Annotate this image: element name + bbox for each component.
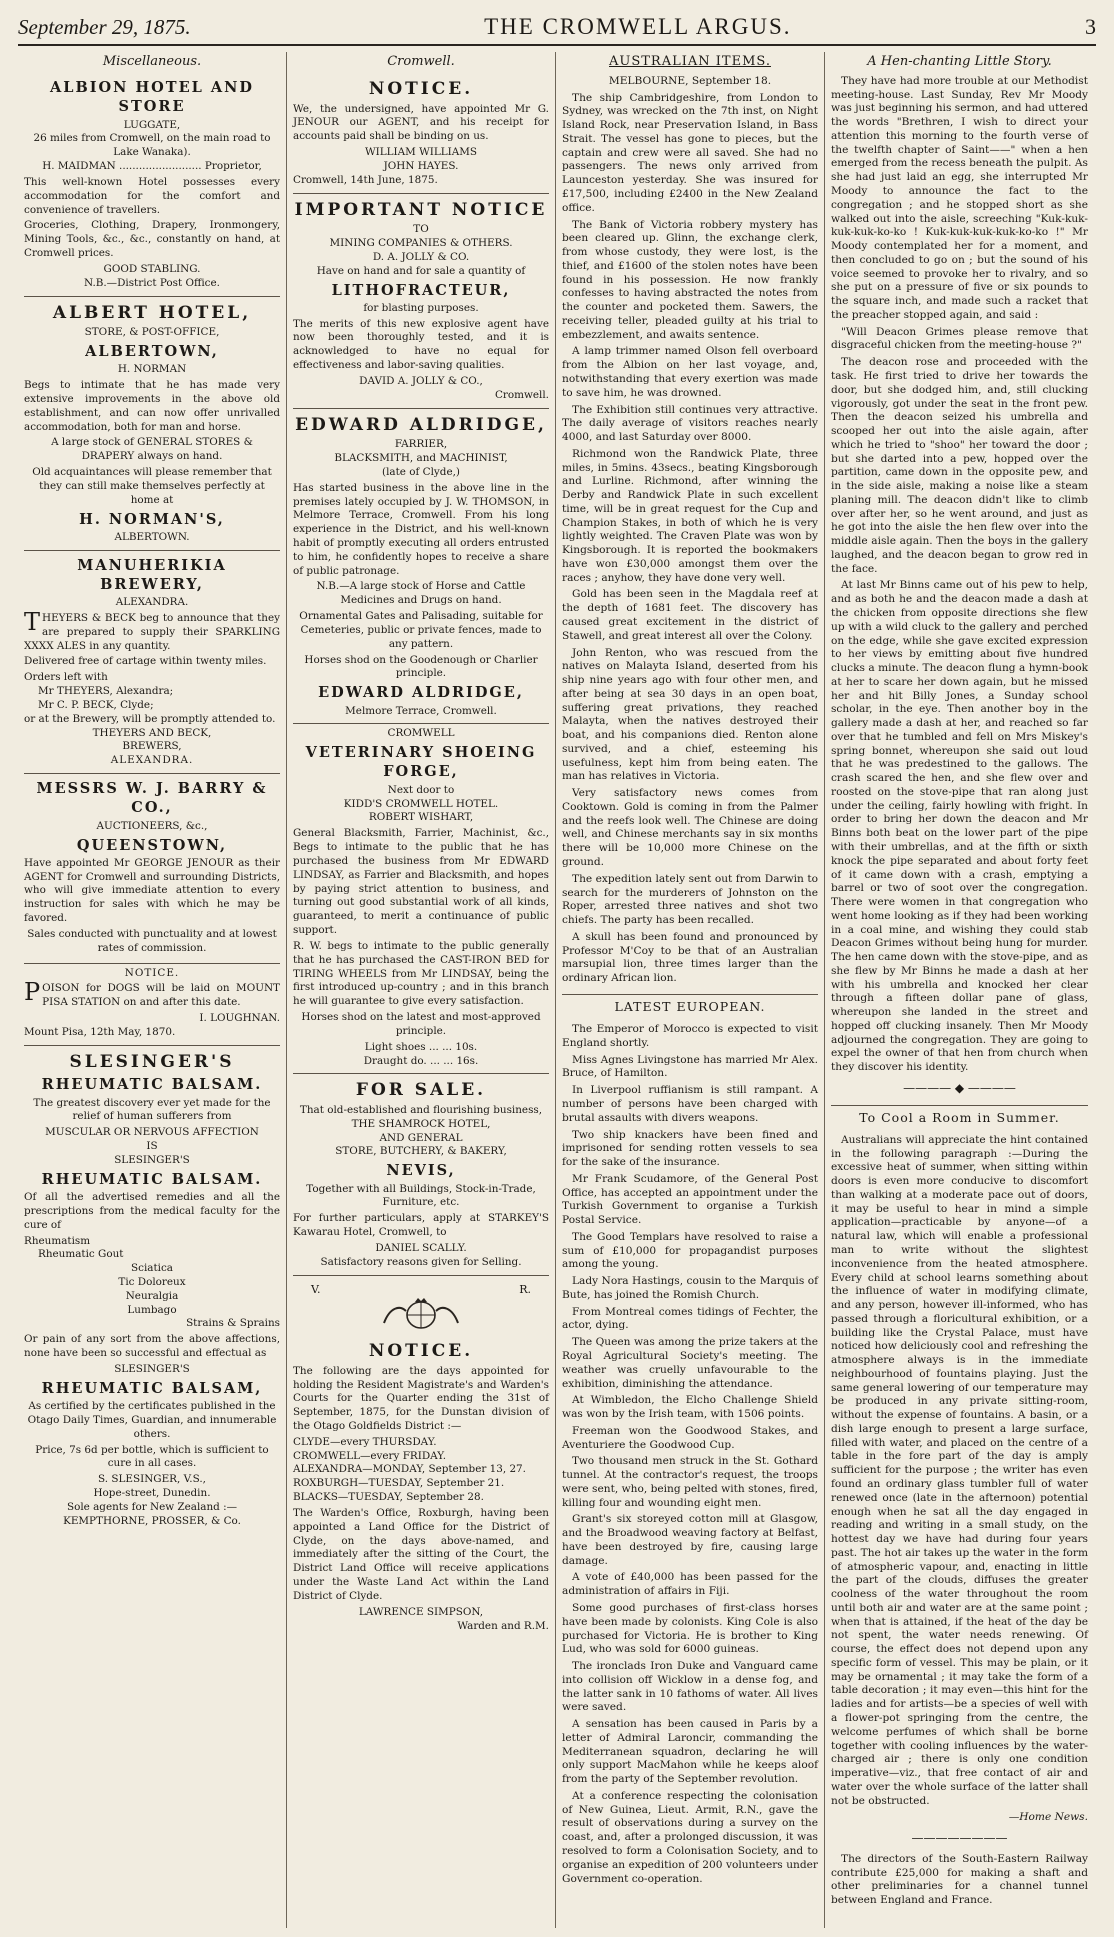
ad-acquaintances: Old acquaintances will please remember that they can still make themselves perfectly at home at bbox=[32, 466, 272, 506]
ad-purpose: for blasting purposes. bbox=[363, 301, 479, 314]
column-heading: A Hen-chanting Little Story. bbox=[867, 54, 1052, 69]
ad-intro: That old-established and flourishing business, bbox=[299, 1103, 543, 1116]
ad-certificates: As certified by the certificates published in the Otago Daily Times, Guardian, and innumerable others. bbox=[27, 1400, 277, 1440]
news-item: Richmond won the Randwick Plate, three miles, in 5mins. 43secs., beating Kingsborough and Lurline. Richmond, after winning the Derby and Randwick Plate in such excellent time, will be in great request for the Cup and Champion Stakes, in both of which he is very lightly weighted. The Craven Plate was won by Kingsborough. It is reported the bookmakers have won £30,000 amongst them over the races ; anyhow, they have done very well. bbox=[562, 447, 818, 584]
column-1 bbox=[18, 52, 287, 1928]
ad-and: AND GENERAL bbox=[379, 1131, 463, 1144]
ad-signature: H. NORMAN'S, bbox=[79, 510, 225, 528]
ad-address: Hope-street, Dunedin. bbox=[93, 1487, 211, 1500]
ad-horses: Horses shod on the Goodenough or Charlier principle. bbox=[304, 653, 538, 680]
court-day-1: CROMWELL—every FRIDAY. bbox=[293, 1449, 447, 1462]
news-item: Some good purchases of first-class horses have been made by colonists. King Cole is also purchased for Victoria. He is brother to King Lud, who was sold for 6000 guineas. bbox=[562, 1602, 818, 1656]
article-credit: —Home News. bbox=[1008, 1811, 1088, 1824]
crest-emblem-icon bbox=[376, 1297, 466, 1331]
ad-stock: A large stock of GENERAL STORES & DRAPERY always on hand. bbox=[51, 436, 253, 463]
section-title: To Cool a Room in Summer. bbox=[831, 1105, 1088, 1130]
ad-title: NOTICE. bbox=[124, 966, 180, 979]
news-item: A vote of £40,000 has been passed for the administration of affairs in Fiji. bbox=[562, 1571, 818, 1598]
news-item: A lamp trimmer named Olson fell overboard from the Albion on her last voyage, and, notwithstanding that every exertion was made to save him, he was drowned. bbox=[562, 345, 818, 399]
ad-footer: Sales conducted with punctuality and at lowest rates of commission. bbox=[27, 927, 277, 954]
ad-signature: DAVID A. JOLLY & CO., bbox=[359, 374, 483, 387]
ad-title: MESSRS W. J. BARRY & CO., bbox=[36, 780, 268, 817]
story-paragraph: The deacon rose and proceeded with the task. He first tried to drive her towards the door, but she dodged him, and, still clucking vigorously, got under the seat in the front pew. Then the deacon seized his umbrella and scooped her out into the aisle again, after which he tried to "shoo" her toward the door ; but she darted into a pew, hopped over the partition, came down in the opposite pew, and in the side aisle, making a noise like a steam planing mill. The deacon didn't like to climb over after her, so he went around, and just as he got into the aisle the hen flew over into the middle aisle again. Then the boys in the gallery laughed, and the deacon began to grow red in the face. bbox=[831, 356, 1088, 575]
news-item: Freeman won the Goodwood Stakes, and Aventuriere the Goodwood Cup. bbox=[562, 1424, 818, 1451]
columns bbox=[18, 52, 1096, 1928]
ad-body: General Blacksmith, Farrier, Machinist, &c., Begs to intimate to the public that he has purchased the business from Mr EDWARD LINDSAY, as Farrier and Blacksmith, and hopes by paying strict attention to business, and turning out good substantial work of all kinds, guaranteed, to merit a continuance of public support. bbox=[293, 827, 549, 937]
ad-owner: H. NORMAN bbox=[117, 363, 187, 376]
masthead bbox=[18, 14, 1096, 46]
lithofracteur-ad bbox=[293, 194, 549, 409]
ad-agent-1: Mr THEYERS, Alexandra; bbox=[38, 685, 174, 698]
ad-title: EDWARD ALDRIDGE, bbox=[295, 414, 547, 435]
ad-rw: R. W. begs to intimate to the public generally that he has purchased the CAST-IRON BED for TIRING WHEELS from Mr LINDSAY, being the first introduced up-country ; and in this branch he will guarantee to give every satisfaction. bbox=[293, 939, 549, 1008]
ad-date: Mount Pisa, 12th May, 1870. bbox=[24, 1025, 176, 1038]
ad-owner: ROBERT WISHART, bbox=[368, 811, 474, 824]
news-item: The directors of the South-Eastern Railway contribute £25,000 for making a shaft and other preliminaries for a channel tunnel between England and France. bbox=[831, 1852, 1088, 1907]
ad-title: VETERINARY SHOEING FORGE, bbox=[305, 744, 537, 781]
ailment-3: Tic Doloreux bbox=[118, 1276, 186, 1288]
ad-orders: Orders left with bbox=[24, 671, 108, 684]
ad-address: Melmore Terrace, Cromwell. bbox=[345, 704, 497, 717]
ad-title: NOTICE. bbox=[368, 1341, 474, 1362]
ad-body: This well-known Hotel possesses every accommodation for the comfort and convenience of travellers. bbox=[24, 175, 280, 216]
section-title: LATEST EUROPEAN. bbox=[562, 994, 818, 1019]
ad-intro: The greatest discovery ever yet made for the relief of human sufferers from bbox=[33, 1096, 271, 1123]
ad-role: AUCTIONEERS, &c., bbox=[96, 819, 208, 832]
agent-notice-ad bbox=[293, 73, 549, 194]
news-item: A sensation has been caused in Paris by a letter of Admiral Laroncir, commanding the Mediterranean squadron, declaring he will only support MacMahon while he keeps aloof from the party of the September revolution. bbox=[562, 1718, 818, 1786]
ad-body: The following are the days appointed for holding the Resident Magistrate's and Warden's Courts for the Quarter ending the 31st of September, 1875, for the Dunstan division of the Otago Goldfields District :— bbox=[293, 1364, 549, 1432]
ad-hotel: KIDD'S CROMWELL HOTEL. bbox=[343, 797, 499, 810]
news-item: Very satisfactory news comes from Cooktown. Gold is coming in from the Palmer and the reefs look well. The Chinese are doing well, and Chinese merchants say in six months there will be 10,000 more Chinese on the ground. bbox=[562, 787, 818, 868]
ad-trade-2: BLACKSMITH, and MACHINIST, bbox=[334, 452, 508, 465]
ad-distance: 26 miles from Cromwell, on the main road to Lake Wanaka). bbox=[33, 132, 271, 159]
ad-signature-title: Warden and R.M. bbox=[457, 1619, 549, 1632]
ad-place: Cromwell. bbox=[494, 388, 549, 401]
ad-subtitle: STORE, & POST-OFFICE, bbox=[84, 326, 220, 339]
ad-note: N.B.—District Post Office. bbox=[84, 276, 220, 289]
page-number: 3 bbox=[1084, 14, 1096, 39]
ailment-1: Rheumatic Gout bbox=[38, 1248, 124, 1261]
ad-title: SLESINGER'S bbox=[69, 1051, 235, 1072]
ailment-2: Sciatica bbox=[131, 1262, 173, 1275]
ad-title: NOTICE. bbox=[368, 79, 474, 99]
ad-town: ALBERTOWN, bbox=[85, 342, 219, 360]
news-item: John Renton, who was rescued from the natives on Malayta Island, deserted from his ship nine years ago with four other men, and after being at sea 30 days in an open boat, suffering great privations, they reached Malayta, when the natives destroyed their boat, and his companions died. Renton alone survived, and a chief, esteeming his usefulness, kept him from being eaten. The man has relatives in Victoria. bbox=[562, 646, 818, 783]
ad-date: Cromwell, 14th June, 1875. bbox=[293, 173, 438, 186]
ad-brewery-line: or at the Brewery, will be promptly attended to. bbox=[24, 712, 276, 725]
ad-signature: THEYERS AND BECK, bbox=[92, 726, 212, 739]
article-paragraph: Australians will appreciate the hint contained in the following paragraph :—During the excessive heat of summer, when sitting within doors is even more conducive to discomfort than walking at a moderate pace out of doors, it may be useful to hear in mind a simple application—practicable by anyone—of a natural law, which will enable a professional man to write without the slightest inconvenience from the heated atmosphere. Every child at school learns something about the influence of water in modifying climate, and any person, however ill-informed, who has passed through a floricultural exhibition, or a building like the Crystal Palace, must have noticed how deliciously cool and refreshing the atmosphere always is in the immediate neighbourhood of fountains playing. Just the same general lowering of our temperature may be produced in any private sitting-room, without the expense of fountains. A basin, or a dish large enough to present a large surface, filled with water, and placed on the centre of a table in the fore part of the day is amply sufficient for the purpose ; the writer has even found an ordinary glass tumbler full of water renewed once (late in the afternoon) potential enough when he sat all the day engaged in reading and writing in a small study, on the hottest day we have had during four years past. The hot air takes up the water in the form of atmospheric vapour, and, enacting in little the part of the clouds, diffuses the greater coolness of the water throughout the room until both air and water are at the same point ; when that is attained, if the heat of the day be not spent, the water needs renewing. Of course, the effect does not depend upon any specific form of vessel. This may be plain, or it may be ornamental ; it may take the form of a table decoration ; it may even—this hint for the ladies and for artists—be a species of well with a flower-pot springing from the centre, the welcome perfumes of which shall be borne together with cooling influences by the water-charged air ; there is only one condition imperative—viz., that free contact of air and water over the whole surface of the latter shall not be obstructed. bbox=[831, 1133, 1088, 1807]
ad-horses: Horses shod on the latest and most-approved principle. bbox=[301, 1011, 541, 1037]
ad-signature: EDWARD ALDRIDGE, bbox=[318, 684, 524, 702]
ad-place: LUGGATE, bbox=[123, 118, 181, 131]
court-day-0: CLYDE—every THURSDAY. bbox=[293, 1435, 437, 1448]
ad-town: NEVIS, bbox=[386, 1162, 456, 1180]
news-item: The ironclads Iron Duke and Vanguard came into collision off Wicklow in a dense fog, and the latter sank in 10 fathoms of water. All lives were saved. bbox=[562, 1660, 818, 1714]
court-notice-ad bbox=[293, 1276, 549, 1639]
story-paragraph: "Will Deacon Grimes please remove that disgraceful chicken from the meeting-house ?" bbox=[831, 325, 1088, 352]
ad-town: ALEXANDRA. bbox=[115, 596, 189, 609]
court-day-4: BLACKS—TUESDAY, September 28. bbox=[293, 1491, 484, 1504]
ad-product: LITHOFRACTEUR, bbox=[331, 281, 511, 299]
ad-body: POISON for DOGS will be laid on MOUNT PISA STATION on and after this date. bbox=[24, 978, 280, 1009]
ad-signature: DANIEL SCALLY. bbox=[375, 1241, 467, 1254]
ad-hotel: THE SHAMROCK HOTEL, bbox=[351, 1117, 491, 1130]
ailment-0: Rheumatism bbox=[24, 1234, 91, 1247]
newspaper-title: THE CROMWELL ARGUS. bbox=[484, 14, 792, 39]
ad-late: (late of Clyde,) bbox=[382, 465, 460, 478]
ad-to: TO bbox=[413, 223, 429, 236]
news-item: The Good Templars have resolved to raise a sum of £10,000 for propagandist purposes among the young. bbox=[562, 1230, 818, 1271]
ad-body: Has started business in the above line in the premises lately occupied by J. W. THOMSON, in Melmore Terrace, Cromwell. From his long experience in the District, and his well-known habit of promptly executing all orders entrusted to him, he confidently hopes to receive a share of public patronage. bbox=[293, 481, 549, 577]
ad-body: Of all the advertised remedies and all the prescriptions from the medical faculty for the cure of bbox=[24, 1191, 280, 1231]
ad-agent-names: KEMPTHORNE, PROSSER, & Co. bbox=[63, 1514, 241, 1527]
ad-is: IS bbox=[146, 1140, 158, 1153]
poison-notice-ad bbox=[24, 964, 280, 1046]
ornament-divider-icon: ———————— bbox=[911, 1831, 1008, 1846]
dateline: MELBOURNE, September 18. bbox=[608, 74, 772, 87]
ad-product: RHEUMATIC BALSAM. bbox=[41, 1076, 263, 1094]
ad-have: Have on hand and for sale a quantity of bbox=[316, 264, 526, 277]
ailment-6: Strains & Sprains bbox=[186, 1317, 280, 1330]
news-item: The Bank of Victoria robbery mystery has been cleared up. Glinn, the exchange clerk, from whose custody, they were lost, is the thief, and £1600 of the stolen notes have been found in his possession. He now frankly confesses to having abstracted the notes from the counter and pocketed them. Sawers, the receiving teller, pleaded guilty at his trial to embezzlement, and awaits sentence. bbox=[562, 218, 818, 341]
crest-v: V. bbox=[311, 1282, 321, 1296]
ad-goods: Groceries, Clothing, Drapery, Ironmongery, Mining Tools, &c., &c., constantly on hand, at Cromwell prices. bbox=[24, 219, 280, 260]
ad-body: We, the undersigned, have appointed Mr G. JENOUR our AGENT, and his receipt for accounts paid shall be binding on us. bbox=[293, 102, 549, 143]
ad-name-3: SLESINGER'S bbox=[114, 1362, 190, 1375]
column-heading: Miscellaneous. bbox=[102, 54, 202, 69]
ad-price: Price, 7s 6d per bottle, which is sufficient to cure in all cases. bbox=[35, 1443, 269, 1470]
ad-rate-light: Light shoes ... ... 10s. bbox=[364, 1040, 478, 1053]
ad-store: STORE, BUTCHERY, & BAKERY, bbox=[335, 1145, 507, 1158]
news-item: The ship Cambridgeshire, from London to Sydney, was wrecked on the 7th inst, on Night Island Rock, near Preservation Island, in Bass Strait. The vessel has gone to pieces, but the captain and crew were all saved. She had no passengers. The news only arrived from Launceston yesterday. She was insured for £17,500, including £2400 in the New Zealand office. bbox=[562, 91, 818, 214]
ad-signature-role: BREWERS, bbox=[122, 740, 182, 753]
issue-date: September 29, 1875. bbox=[18, 15, 191, 39]
ad-nb: N.B.—A large stock of Horse and Cattle Medicines and Drugs on hand. bbox=[316, 580, 526, 607]
ad-audience: MINING COMPANIES & OTHERS. bbox=[329, 237, 513, 250]
story-paragraph: At last Mr Binns came out of his pew to help, and as both he and the deacon made a dash at the chicken from opposite directions she flew up with a wild cluck to the gallery and perched on the edge, while she gave excited expression to her views by emitting about five hundred clucks a minute. The deacon flung a hymn-book at her to scare her down again, but he missed her and hit Billy Jones, a Sunday school scholar, in the eye. Then another boy in the gallery made a dash at her, and reached so far over that he tumbled and fell on Mrs Miskey's spring bonnet, whereupon she said out loud that he was predestined to the gallows. The crash scared the hen, and she flew over and roosted on the stove-pipe that ran along just under the ceiling, fairly howling with fright. In order to bring her down the deacon and Mr Binns both beat on the lower part of the pipe with their umbrellas, and at the fifth or sixth knock the pipe separated and about forty feet of it came down with a crash, emptying a barrel or two of soot over the congregation. There were women in that congregation who went home looking as if they had been working in a coal mine, and wishing they could stab Deacon Grimes without being hung for murder. The hen came down with the stove-pipe, and as she flew by Mr Binns he made a dash at her with his umbrella and knocked her clear through a fifteen dollar pane of glass, whereupon she landed in the street and hopped off clucking insanely. Then Mr Moody adjourned the congregation. They are going to expel the owner of that hen from church when they discover his identity. bbox=[831, 579, 1088, 1074]
news-item: Gold has been seen in the Magdala reef at the depth of 1681 feet. The discovery has caused great excitement in the district of Stawell, and great interest all over the Colony. bbox=[562, 588, 818, 642]
ad-body: THEYERS & BECK beg to announce that they are prepared to supply their SPARKLING XXXX ALES in any quantity. bbox=[24, 608, 280, 652]
ad-name-2: SLESINGER'S bbox=[114, 1153, 190, 1166]
albert-hotel-ad bbox=[24, 297, 280, 551]
aldridge-ad bbox=[293, 409, 549, 725]
for-sale-ad bbox=[293, 1074, 549, 1275]
column-heading: Cromwell. bbox=[387, 54, 455, 69]
news-item: Mr Frank Scudamore, of the General Post Office, has accepted an appointment under the Turkish Government to organise a Turkish Postal Service. bbox=[562, 1172, 818, 1227]
ad-with: Together with all Buildings, Stock-in-Trade, Furniture, etc. bbox=[306, 1182, 536, 1209]
news-item: Miss Agnes Livingstone has married Mr Alex. Bruce, of Hamilton. bbox=[562, 1053, 818, 1080]
veterinary-forge-ad bbox=[293, 724, 549, 1074]
ad-signature: I. LOUGHNAN. bbox=[199, 1012, 280, 1025]
albion-hotel-ad bbox=[24, 73, 280, 297]
ad-title: FOR SALE. bbox=[355, 1080, 487, 1101]
news-item: At a conference respecting the colonisation of New Guinea, Lieut. Armit, R.N., gave the result of observations during a survey on the coast, and, after a prolonged discussion, it was resolved to form a Colonisation Society, and to organise an expedition of 200 volunteers under Government co-operation. bbox=[562, 1789, 818, 1885]
ad-firm: D. A. JOLLY & CO. bbox=[372, 250, 470, 263]
ad-affection: MUSCULAR OR NERVOUS AFFECTION bbox=[45, 1126, 259, 1139]
ad-town: CROMWELL bbox=[387, 727, 455, 740]
ad-signature-2: JOHN HAYES. bbox=[383, 159, 459, 172]
news-item: Two ship knackers have been fined and imprisoned for sending rotten vessels to sea for the sake of the insurance. bbox=[562, 1128, 818, 1169]
ad-signature-1: WILLIAM WILLIAMS bbox=[364, 146, 478, 159]
ad-signature-place: ALEXANDRA. bbox=[110, 754, 194, 767]
ad-title: IMPORTANT NOTICE bbox=[294, 199, 548, 220]
news-item: Grant's six storeyed cotton mill at Glasgow, and the Broadwood weaving factory at Belfast, have been destroyed by fire, causing large damage. bbox=[562, 1513, 818, 1567]
barry-auctioneers-ad bbox=[24, 774, 280, 963]
ailment-4: Neuralgia bbox=[125, 1289, 179, 1302]
crest-r: R. bbox=[519, 1282, 531, 1296]
ad-title: ALBERT HOTEL, bbox=[52, 302, 252, 323]
ad-title: MANUHERIKIA BREWERY, bbox=[77, 556, 227, 593]
news-item: Two thousand men struck in the St. Gothard tunnel. At the contractor's request, the troops were sent, who, being pelted with stones, fired, killing four and wounding eight men. bbox=[562, 1455, 818, 1509]
column-heading: AUSTRALIAN ITEMS. bbox=[609, 54, 771, 69]
column-3 bbox=[556, 52, 825, 1928]
ad-proprietor: H. MAIDMAN ......................... Proprietor, bbox=[42, 160, 262, 173]
ad-body: Have appointed Mr GEORGE JENOUR as their AGENT for Cromwell and surrounding Districts, who will give immediate attention to every instruction for sales with which he may be favored. bbox=[24, 856, 280, 925]
news-item: In Liverpool ruffianism is still rampant. A number of persons have been charged with brutal assaults with divers weapons. bbox=[562, 1084, 818, 1124]
news-item: The Exhibition still continues very attractive. The daily average of visitors reaches nearly 4000, and last Saturday over 8000. bbox=[562, 403, 818, 444]
ad-town: QUEENSTOWN, bbox=[76, 836, 228, 854]
brewery-ad bbox=[24, 551, 280, 775]
story-paragraph: They have had more trouble at our Methodist meeting-house. Last Sunday, Rev Mr Moody was just beginning his sermon, and had uttered the words "Brethren, I wish to direct your attention this morning to the fourth verse of the twelfth chapter of Saint——" when a hen emerged from the recess beneath the pulpit. As she had just laid an egg, she interrupted Mr Moody to announce the fact to the congregation ; and he stopped short as she walked out into the aisle, screeching "Kuk-kuk-kuk-kuk-ko-ko ! Kuk-kuk-kuk-kuk-ko-ko !" Mr Moody contemplated her for a moment, and then concluded to go on ; but the sound of his voice seemed to provoke her to rivalry, and so she put on a pressure of five or six pounds to the square inch, and made such a racket that the preacher stopped again, and said : bbox=[831, 74, 1088, 321]
news-item: At Wimbledon, the Elcho Challenge Shield was won by the Irish team, with 1506 points. bbox=[562, 1394, 818, 1421]
ad-further: For further particulars, apply at STARKEY'S Kawarau Hotel, Cromwell, to bbox=[293, 1212, 549, 1239]
ad-product-3: RHEUMATIC BALSAM, bbox=[41, 1379, 263, 1397]
ad-office: The Warden's Office, Roxburgh, having been appointed a Land Office for the District of Clyde, on the days above-named, and immediately after the sitting of the Court, the District Land Office will receive applications under the Waste Land Act within the Land District of Clyde. bbox=[293, 1506, 549, 1602]
royal-crest-icon bbox=[293, 1283, 549, 1339]
ad-after: Or pain of any sort from the above affections, none have been so successful and effectual as bbox=[24, 1333, 280, 1360]
news-item: From Montreal comes tidings of Fechter, the actor, dying. bbox=[562, 1305, 818, 1332]
court-day-2: ALEXANDRA—MONDAY, September 13, 27. bbox=[293, 1463, 526, 1476]
news-item: The Emperor of Morocco is expected to visit England shortly. bbox=[562, 1023, 818, 1049]
ad-agent-2: Mr C. P. BECK, Clyde; bbox=[38, 698, 154, 711]
ornament-divider-icon: ———— ◆ ———— bbox=[903, 1081, 1016, 1096]
balsam-ad bbox=[24, 1046, 280, 1534]
column-2 bbox=[287, 52, 556, 1928]
ad-trade-1: FARRIER, bbox=[394, 438, 448, 451]
ad-signature: LAWRENCE SIMPSON, bbox=[358, 1605, 484, 1618]
ad-next: Next door to bbox=[387, 783, 455, 796]
ad-signature-place: ALBERTOWN. bbox=[114, 530, 190, 543]
ad-body: The merits of this new explosive agent have now been thoroughly tested, and it is acknowledged to have no equal for effectiveness and labor-saving qualities. bbox=[293, 317, 549, 372]
ad-body: Begs to intimate that he has made very extensive improvements in the above old establishment, and can now offer unrivalled accommodation, both for man and horse. bbox=[24, 379, 280, 433]
ad-reasons: Satisfactory reasons given for Selling. bbox=[320, 1255, 522, 1268]
ad-rate-draught: Draught do. ... ... 16s. bbox=[363, 1054, 479, 1067]
ad-product-2: RHEUMATIC BALSAM. bbox=[41, 1170, 263, 1188]
court-day-3: ROXBURGH—TUESDAY, September 21. bbox=[293, 1477, 505, 1490]
ad-delivered: Delivered free of cartage within twenty miles. bbox=[24, 655, 267, 668]
ad-agents: Sole agents for New Zealand :— bbox=[66, 1500, 238, 1513]
column-4 bbox=[825, 52, 1094, 1928]
ad-signature: S. SLESINGER, V.S., bbox=[98, 1473, 206, 1486]
news-item: Lady Nora Hastings, cousin to the Marquis of Bute, has joined the Romish Church. bbox=[562, 1275, 818, 1301]
news-item: A skull has been found and pronounced by Professor M'Coy to be that of an Australian marsupial lion, three times larger than the ordinary African lion. bbox=[562, 930, 818, 985]
ailment-5: Lumbago bbox=[127, 1303, 177, 1316]
news-item: The Queen was among the prize takers at the Royal Agricultural Society's meeting. The weather was cruelly unfavourable to the exhibition, diminishing the attendance. bbox=[562, 1336, 818, 1390]
ad-stabling: GOOD STABLING. bbox=[103, 262, 201, 275]
news-item: The expedition lately sent out from Darwin to search for the murderers of Johnston on the Roper, arrested three natives and shot two chiefs. The party has been recalled. bbox=[562, 872, 818, 927]
ad-title: ALBION HOTEL AND STORE bbox=[50, 79, 254, 116]
ad-gates: Ornamental Gates and Palisading, suitable for Cemeteries, public or private fences, made to any pattern. bbox=[299, 610, 543, 650]
